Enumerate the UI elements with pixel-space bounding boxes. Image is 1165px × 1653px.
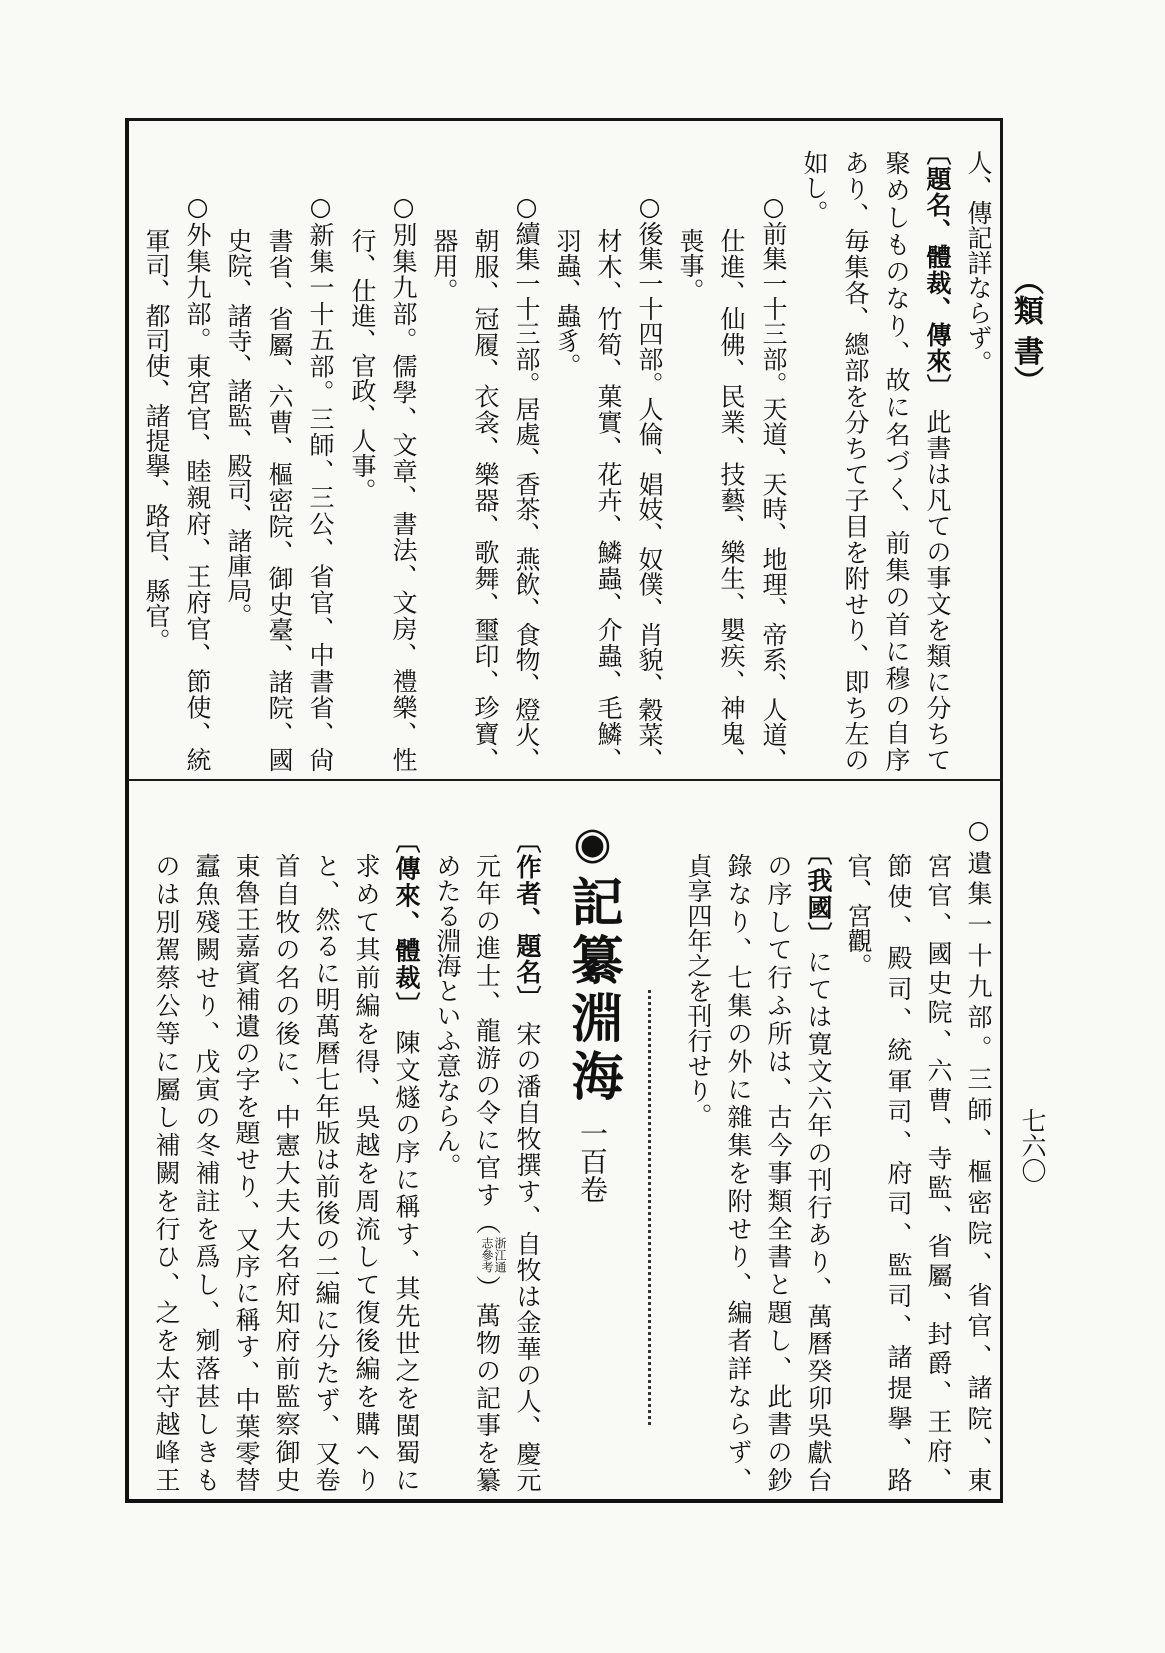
column-text: 羽蟲、蟲豸。 [553, 228, 582, 378]
column-text: 宋の潘自牧撰す、自牧は金華の人、慶元 [513, 1011, 542, 1493]
text-column [425, 228, 463, 772]
section-label: 〔題名、體裁、傳來〕 [923, 140, 952, 401]
text-column [468, 853, 506, 1492]
column-text: 仕進、仙佛、民業、技藝、樂生、嬰疾、神鬼、 [717, 228, 746, 772]
text-column [267, 853, 305, 1492]
column-text: 如し。 [800, 150, 829, 225]
text-column [919, 853, 957, 1492]
text-column [759, 853, 797, 1492]
entry-title [560, 818, 624, 1203]
column-text: 蠧魚殘闕せり、戊寅の冬補註を爲し、剜落甚しきも [192, 853, 221, 1492]
text-column [178, 192, 216, 772]
column-text: 官、宮觀。 [844, 853, 873, 978]
column-text: にては寛文六年の刊行あり、萬曆癸卯吳獻台 [804, 949, 833, 1493]
column-text: と、然るに明萬曆七年版は前後の二編に分たず、又卷 [312, 853, 341, 1492]
note-line: 志參考 [480, 1236, 494, 1273]
text-column [679, 853, 717, 1492]
text-column [918, 140, 956, 772]
column-text: 首自牧の名の後に、中憲大夫大名府知府前監察御史 [272, 853, 301, 1492]
page-number: 七六〇 [1018, 1108, 1047, 1183]
column-text: 此書は凡ての事文を類に分ちて [923, 400, 952, 773]
column-text: 元年の進士、龍游の令に官す（ [472, 853, 502, 1237]
text-column [508, 828, 546, 1492]
text-column [187, 853, 225, 1492]
text-column [147, 853, 185, 1492]
column-text: 器用。 [430, 228, 459, 303]
text-column [548, 228, 586, 772]
text-column [959, 150, 997, 772]
column-text: 錄なり、七集の外に雜集を附せり、編者詳ならず、 [724, 853, 753, 1492]
text-column [260, 228, 298, 772]
column-text: 貞享四年之を刊行せり。 [684, 853, 713, 1128]
dotted-separator [648, 990, 651, 1425]
text-column [671, 228, 709, 772]
text-column [137, 228, 175, 772]
column-text: 陳文燧の序に稱す、其先世之を閩蜀に [392, 1019, 421, 1493]
title-volumes: 一百卷 [576, 1119, 609, 1203]
column-text: 東魯王嘉賓補遺の字を題せり、又序に稱す、中葉零替 [232, 853, 261, 1492]
text-column [387, 828, 425, 1492]
column-text: あり、毎集各、總部を分ちて子目を附せり、即ち左の [841, 150, 870, 773]
text-column [307, 853, 345, 1492]
text-column [879, 853, 917, 1492]
column-text: めたる淵海といふ意ならん。 [433, 853, 462, 1178]
column-text: 材木、竹筍、菓實、花卉、鱗蟲、介蟲、毛鱗、 [594, 228, 623, 772]
text-column [466, 228, 504, 772]
column-text: 人、傳記詳ならず。 [964, 150, 993, 375]
text-column [712, 228, 750, 772]
column-text: ○續集一十三部。居處、香茶、燕飲、食物、燈火、 [512, 192, 541, 772]
section-label: 〔作者、題名〕 [513, 828, 542, 1012]
column-text: ○前集一十三部。天道、天時、地理、帝系、人道、 [759, 192, 788, 772]
column-text: 行、仕進、官政、人事。 [348, 228, 377, 503]
text-column [343, 228, 381, 772]
text-column [428, 853, 466, 1492]
text-column [799, 840, 837, 1492]
column-text: 喪事。 [676, 228, 705, 303]
text-column [836, 150, 874, 772]
column-text: ○後集一十四部。人倫、娼妓、奴僕、肖貌、穀菜、 [635, 192, 664, 772]
section-divider [128, 779, 1002, 781]
note-line: 浙江通 [493, 1236, 507, 1273]
text-column [219, 228, 257, 772]
text-column [754, 192, 792, 772]
running-head: （類 書） [1008, 265, 1043, 396]
column-text: ○新集一十五部。三師、三公、省官、中書省、尙 [306, 192, 335, 772]
text-column [877, 150, 915, 772]
column-text: 宮官、國史院、六曹、寺監、省屬、封爵、王府、 [924, 853, 953, 1492]
column-text: ○外集九部。東宮官、睦親府、王府官、節使、統 [183, 192, 212, 772]
column-text: 軍司、都司使、諸提擧、路官、縣官。 [142, 228, 171, 653]
column-text: 書省、省屬、六曹、樞密院、御史臺、諸院、國 [265, 228, 294, 772]
column-text: ）萬物の記事を纂 [472, 1272, 502, 1493]
text-column [347, 853, 385, 1492]
column-text: 求めて其前編を得、吳越を周流して復後編を購へり [352, 853, 381, 1492]
section-label: 〔傳來、體裁〕 [392, 828, 421, 1020]
section-label: 〔我國〕 [804, 840, 833, 950]
column-text: 節使、殿司、統軍司、府司、監司、諸提擧、路 [884, 853, 913, 1492]
column-text: 朝服、冠履、衣衾、樂器、歌舞、璽印、珍寶、 [471, 228, 500, 772]
text-column [630, 192, 668, 772]
inline-note [480, 1237, 506, 1273]
text-column [719, 853, 757, 1492]
column-text: ○遺集一十九部。三師、樞密院、省官、諸院、東 [964, 815, 993, 1492]
bullseye-mark-icon: ◉ [567, 818, 618, 869]
text-column [959, 815, 997, 1492]
text-column [507, 192, 545, 772]
column-text: ○別集九部。儒學、文章、書法、文房、禮樂、性 [389, 192, 418, 772]
column-text: の序して行ふ所は、古今事類全書と題し、此書の鈔 [764, 853, 793, 1492]
text-column [839, 853, 877, 1492]
column-text: 史院、諸寺、諸監、殿司、諸庫局。 [224, 228, 253, 628]
text-column [301, 192, 339, 772]
text-column [384, 192, 422, 772]
title-name: 記纂淵海 [562, 875, 623, 1107]
text-column [227, 853, 265, 1492]
column-text: 聚めしものなり、故に名づく、前集の首に穆の自序 [882, 150, 911, 772]
text-column [795, 150, 833, 772]
column-text: のは別駕蔡公等に屬し補闕を行ひ、之を太守越峰王 [152, 853, 181, 1492]
text-column [589, 228, 627, 772]
